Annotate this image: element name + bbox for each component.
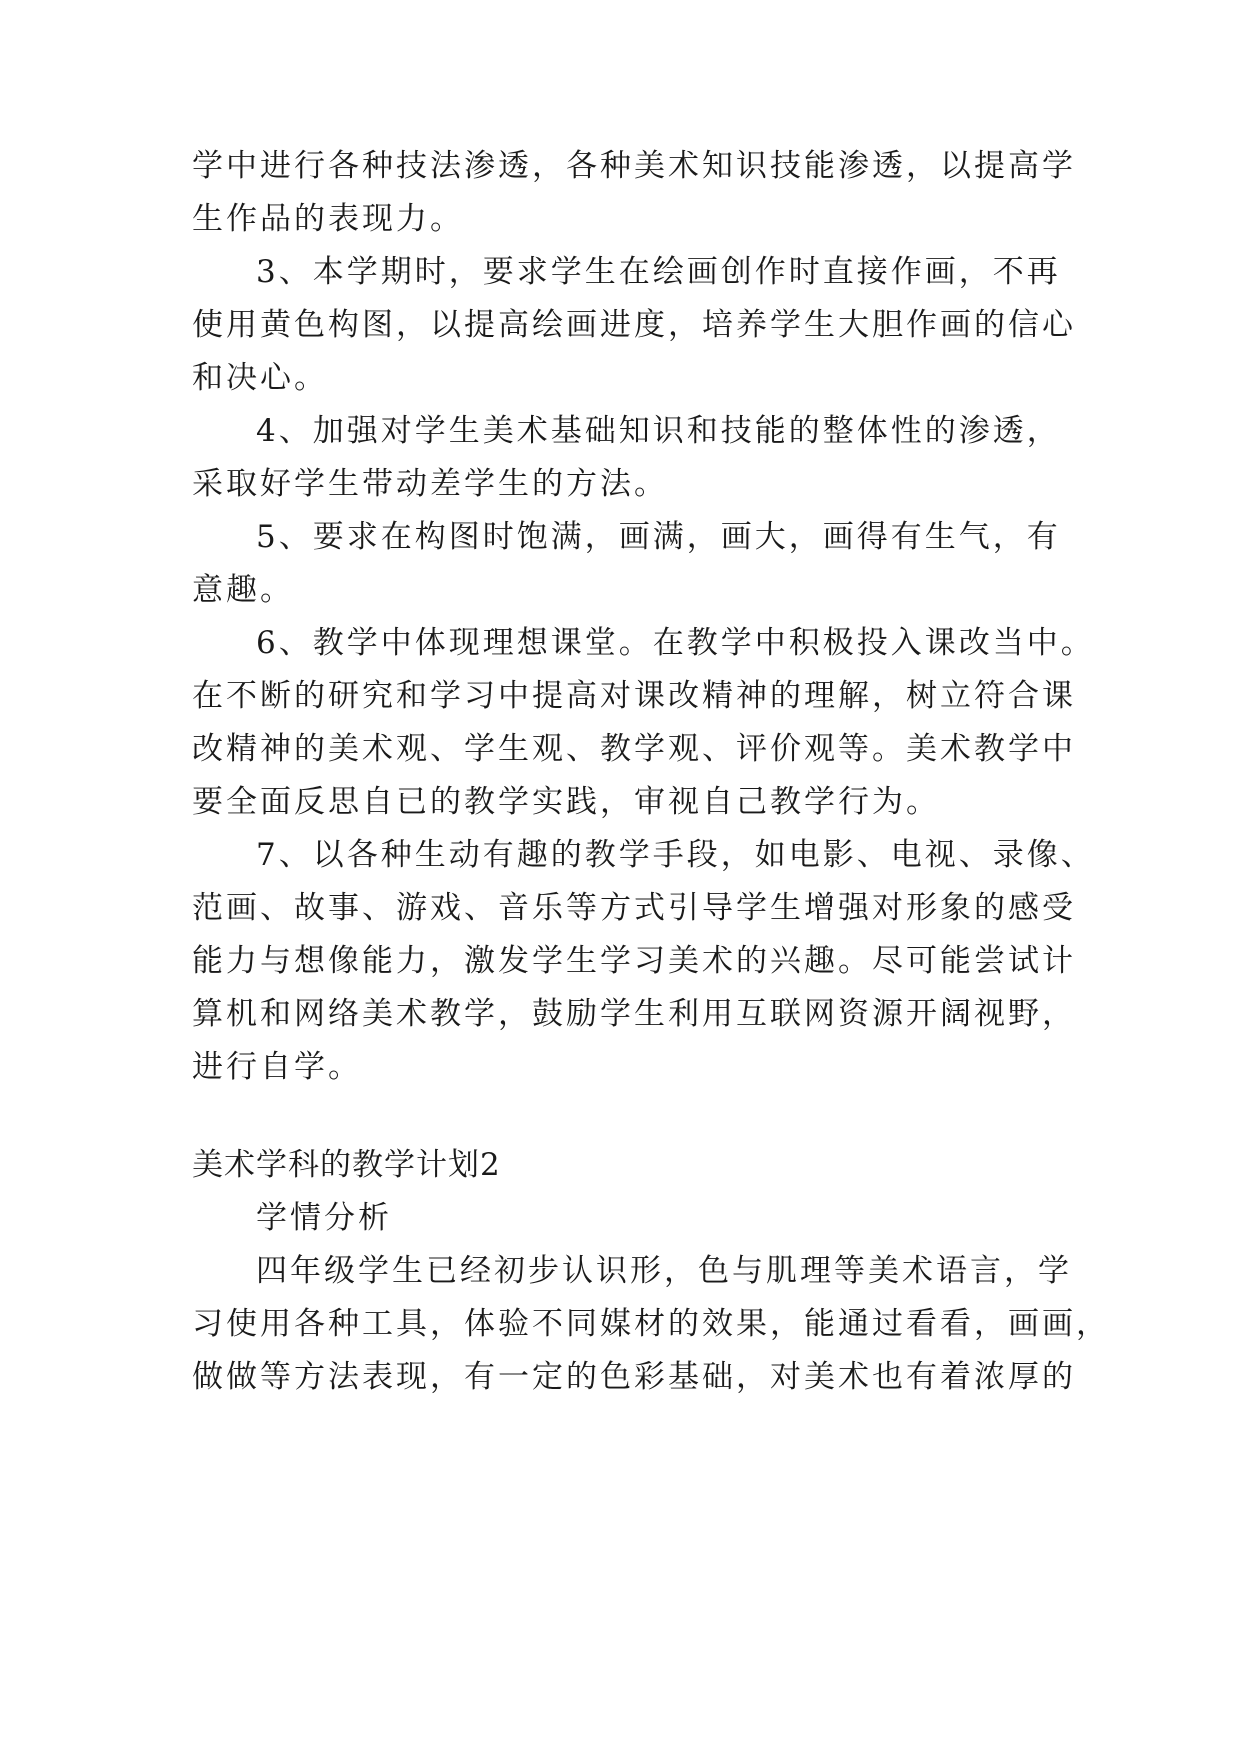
text-line: 生作品的表现力。	[192, 201, 464, 237]
text-line: 做做等方法表现，有一定的色彩基础，对美术也有着浓厚的	[192, 1359, 1076, 1395]
text-line: 进行自学。	[192, 1049, 362, 1085]
text-line: 使用黄色构图，以提高绘画进度，培养学生大胆作画的信心	[192, 307, 1076, 343]
text-line: 在不断的研究和学习中提高对课改精神的理解，树立符合课	[192, 678, 1076, 714]
text-line: 意趣。	[192, 572, 294, 608]
text-line: 采取好学生带动差学生的方法。	[192, 466, 668, 502]
text-line: 范画、故事、游戏、音乐等方式引导学生增强对形象的感受	[192, 890, 1076, 926]
text-line: 和决心。	[192, 360, 328, 396]
section-heading: 美术学科的教学计划2	[192, 1147, 501, 1183]
subheading: 学情分析	[256, 1200, 392, 1236]
text-line: 学中进行各种技法渗透，各种美术知识技能渗透，以提高学	[192, 148, 1076, 184]
text-line: 能力与想像能力，激发学生学习美术的兴趣。尽可能尝试计	[192, 943, 1076, 979]
paragraph-7-line: 7、以各种生动有趣的教学手段，如电影、电视、录像、	[256, 837, 1095, 873]
text-line: 习使用各种工具，体验不同媒材的效果，能通过看看，画画，	[192, 1306, 1110, 1342]
text-line: 算机和网络美术教学，鼓励学生利用互联网资源开阔视野，	[192, 996, 1076, 1032]
paragraph-5-line: 5、要求在构图时饱满，画满，画大，画得有生气，有	[256, 519, 1061, 555]
paragraph-6-line: 6、教学中体现理想课堂。在教学中积极投入课改当中。	[256, 625, 1095, 661]
paragraph-4-line: 4、加强对学生美术基础知识和技能的整体性的渗透，	[256, 413, 1061, 449]
text-line: 改精神的美术观、学生观、教学观、评价观等。美术教学中	[192, 731, 1076, 767]
text-line: 要全面反思自已的教学实践，审视自己教学行为。	[192, 784, 940, 820]
paragraph-3-line: 3、本学期时，要求学生在绘画创作时直接作画，不再	[256, 254, 1061, 290]
paragraph-line: 四年级学生已经初步认识形，色与肌理等美术语言，学	[256, 1253, 1072, 1289]
